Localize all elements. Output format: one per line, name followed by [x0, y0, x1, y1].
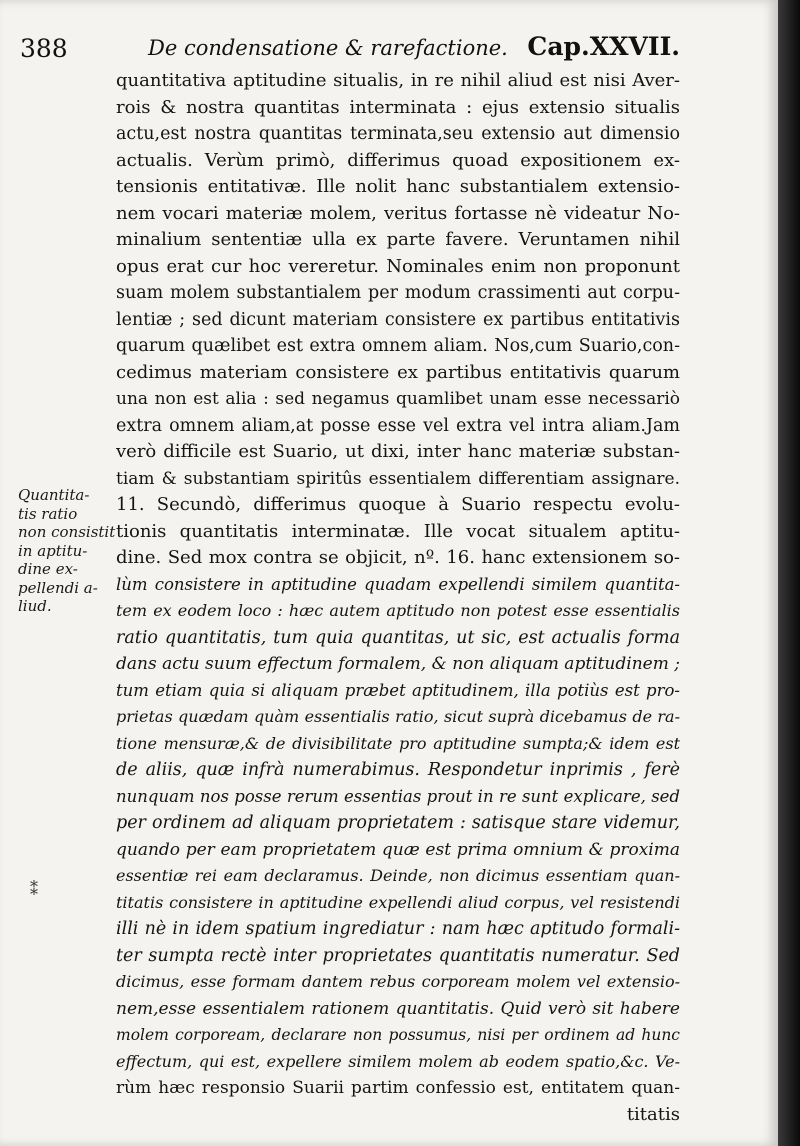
- text-line: tem ex eodem loco : hæc autem aptitudo non potest esse essentialis: [116, 601, 680, 620]
- chapter-label: Cap.XXVII.: [527, 32, 680, 61]
- text-line: quando per eam proprietatem quæ est prima omnium & proxima: [116, 839, 680, 860]
- margin-note-line: Quantita-: [18, 486, 90, 504]
- text-line: dine. Sed mox contra se objicit, nº. 16. hanc extensionem so-: [116, 547, 680, 568]
- margin-note-line: in aptitu-: [18, 541, 88, 560]
- text-line: nem,esse essentialem rationem quantitatis. Quid verò sit habere: [116, 998, 680, 1019]
- margin-note-line: dine ex-: [18, 560, 78, 578]
- text-line: titatis consistere in aptitudine expellendi aliud corpus, vel resistendi: [116, 892, 680, 912]
- running-title: De condensatione & rarefactione.: [148, 36, 508, 60]
- text-line: effectum, qui est, expellere similem molem ab eodem spatio,&c. Ve-: [116, 1051, 680, 1071]
- text-line: quarum quælibet est extra omnem aliam. Nos,cum Suario,con-: [116, 336, 680, 356]
- text-line: cedimus materiam consistere ex partibus entitativis quarum: [116, 361, 680, 383]
- text-line: actualis. Verùm primò, differimus quoad expositionem ex-: [116, 149, 680, 171]
- text-line: lùm consistere in aptitudine quadam expellendi similem quantita-: [116, 574, 680, 594]
- text-line: per ordinem ad aliquam proprietatem : satisque stare videmur,: [116, 813, 680, 833]
- text-line: de aliis, quæ infrà numerabimus. Respondetur inprimis , ferè: [116, 760, 680, 780]
- text-line: tionis quantitatis interminatæ. Ille vocat situalem aptitu-: [116, 520, 680, 542]
- margin-note-line: non consistit: [18, 523, 116, 541]
- text-line: dicimus, esse formam dantem rebus corpoream molem vel extensio-: [116, 972, 680, 991]
- text-line: minalium sententiæ ulla ex parte favere. Veruntamen nihil: [116, 229, 680, 250]
- text-line: ratio quantitatis, tum quia quantitas, ut sic, est actualis forma: [116, 627, 680, 648]
- text-line: molem corpoream, declarare non possumus, nisi per ordinem ad hunc: [116, 1026, 680, 1044]
- catchword: titatis: [626, 1103, 680, 1125]
- margin-note: [18, 486, 118, 616]
- text-line: essentiæ rei eam declaramus. Deinde, non dicimus essentiam quan-: [116, 866, 680, 885]
- text-line: tione mensuræ,& de divisibilitate pro aptitudine sumpta;& idem est: [116, 733, 680, 753]
- text-line: extra omnem aliam,at posse esse vel extra vel intra aliam.Jam: [116, 415, 680, 436]
- text-line: suam molem substantialem per modum crassimenti aut corpu-: [116, 283, 680, 303]
- text-line: una non est alia : sed negamus quamlibet unam esse necessariò: [116, 389, 680, 409]
- body-text: [116, 68, 680, 1128]
- margin-note-line: liud.: [18, 597, 52, 615]
- text-line: ter sumpta rectè inter proprietates quantitatis numeratur. Sed: [116, 945, 680, 966]
- text-line: prietas quædam quàm essentialis ratio, sicut suprà dicebamus de ra-: [116, 707, 680, 726]
- text-line: dans actu suum effectum formalem, & non aliquam aptitudinem ;: [116, 654, 680, 674]
- text-line: lentiæ ; sed dicunt materiam consistere ex partibus entitativis: [116, 309, 680, 330]
- margin-note-line: tis ratio: [18, 504, 78, 523]
- text-line: opus erat cur hoc vereretur. Nominales enim non proponunt: [116, 255, 680, 277]
- book-gutter-edge: [778, 0, 800, 1146]
- page-header: [20, 30, 680, 66]
- text-line: tiam & substantiam spiritûs essentialem differentiam assignare.: [116, 468, 680, 489]
- text-line: tum etiam quia si aliquam præbet aptitudinem, illa potiùs est pro-: [116, 680, 680, 700]
- text-line: actu,est nostra quantitas terminata,seu extensio aut dimensio: [116, 124, 680, 144]
- text-line: verò difficile est Suario, ut dixi, inter hanc materiæ substan-: [116, 441, 680, 462]
- text-line: 11. Secundò, differimus quoque à Suario respectu evolu-: [116, 494, 680, 515]
- text-line: rois & nostra quantitas interminata : ejus extensio situalis: [116, 96, 680, 118]
- page-number: 388: [20, 34, 68, 63]
- text-line: illi nè in idem spatium ingrediatur : nam hæc aptitudo formali-: [116, 919, 680, 939]
- text-line: tensionis entitativæ. Ille nolit hanc substantialem extensio-: [116, 176, 680, 197]
- margin-note-line: pellendi a-: [18, 578, 98, 597]
- text-line: rùm hæc responsio Suarii partim confessio est, entitatem quan-: [116, 1078, 680, 1098]
- text-line: nem vocari materiæ molem, veritus fortasse nè videatur No-: [116, 202, 680, 224]
- margin-mark-icon: ⁑: [30, 880, 38, 899]
- text-line: nunquam nos posse rerum essentias prout in re sunt explicare, sed: [116, 786, 680, 806]
- text-line: quantitativa aptitudine situalis, in re nihil aliud est nisi Aver-: [116, 70, 680, 91]
